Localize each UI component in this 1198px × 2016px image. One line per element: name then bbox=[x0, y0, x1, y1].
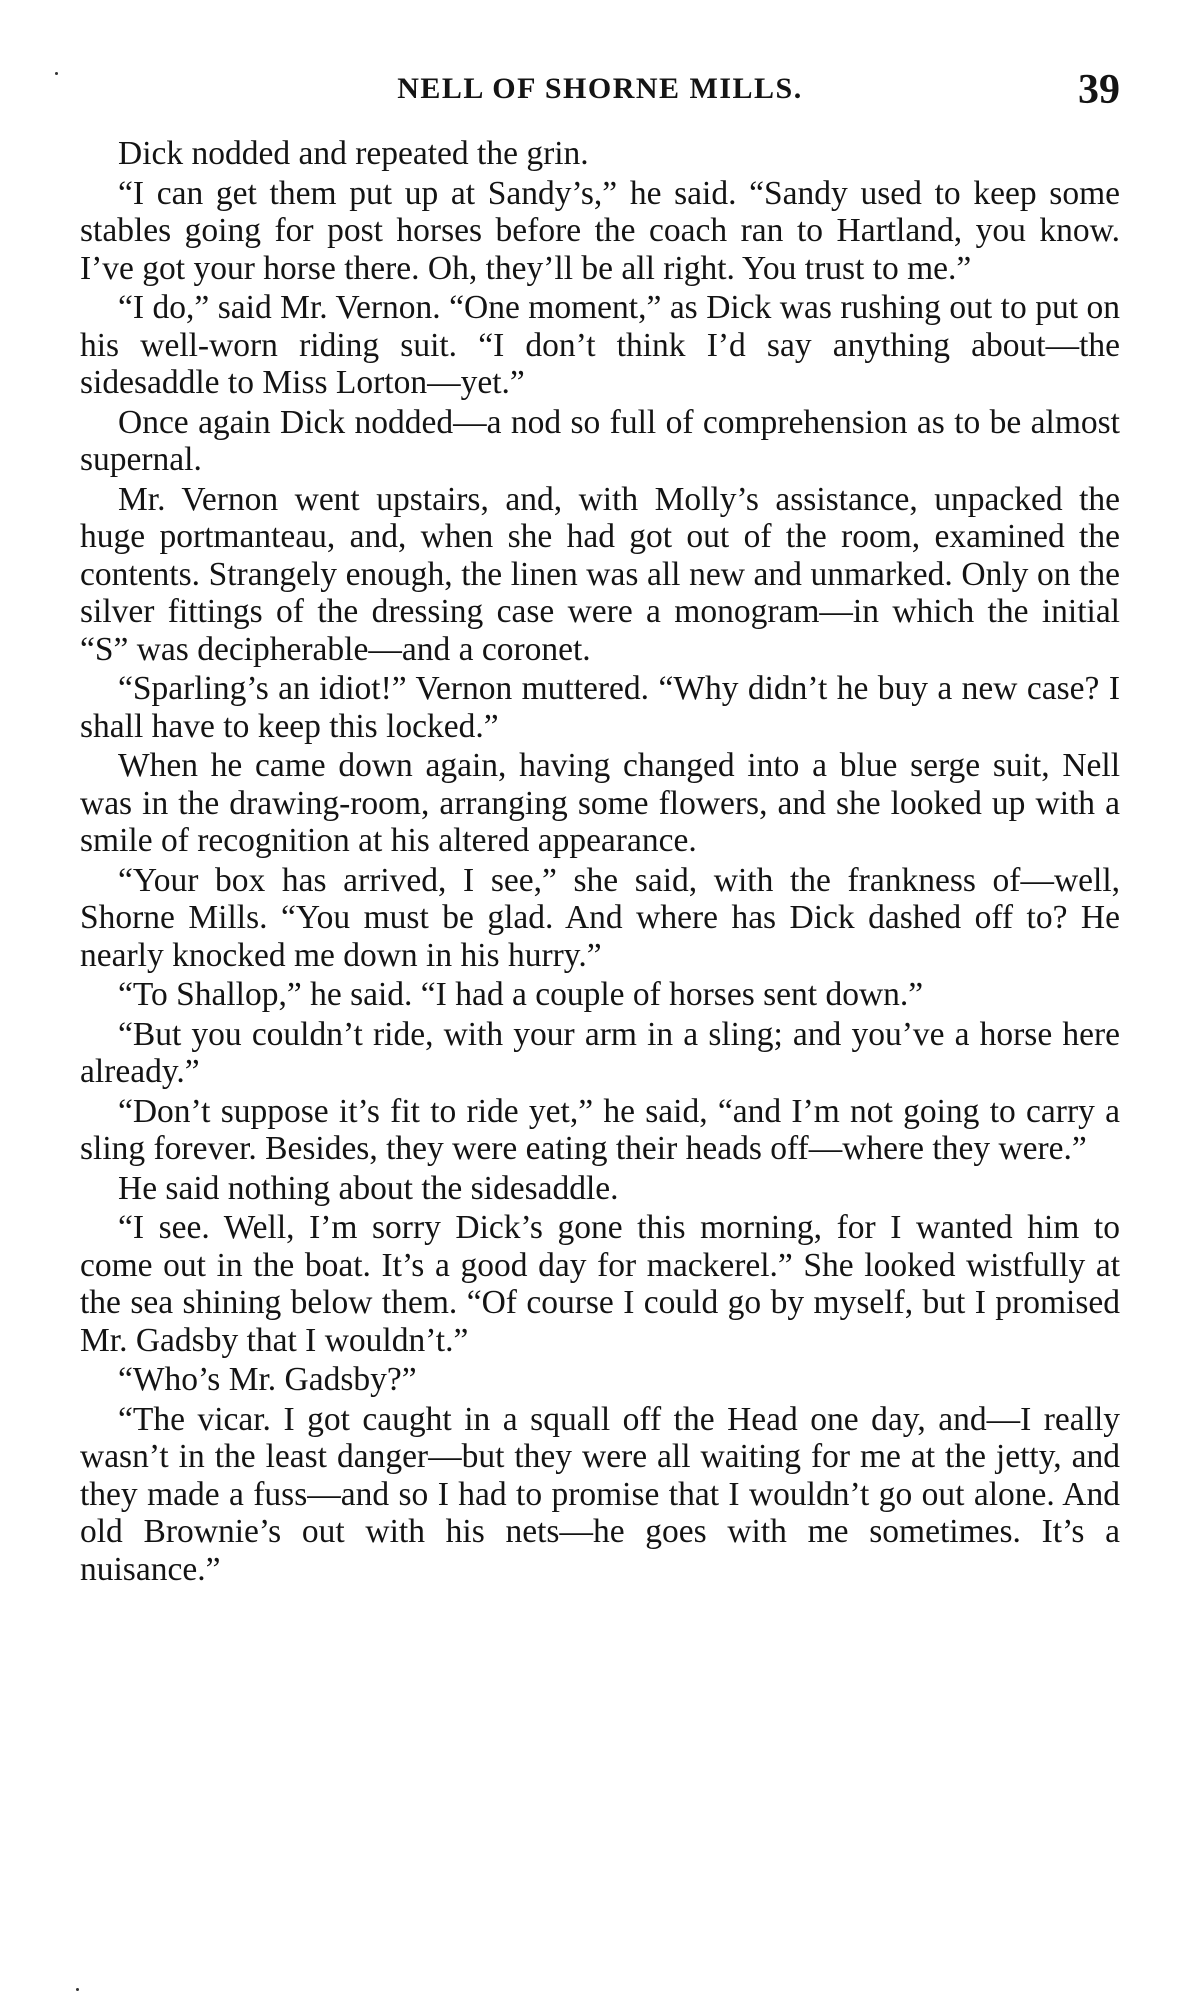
running-head bbox=[80, 67, 1120, 120]
paragraph: Mr. Vernon went upstairs, and, with Molly’s assistance, unpacked the huge portmanteau, and, when she had got out of the room, examined the contents. Strangely enough, the linen was all new and unmarked. Only on the silver fittings of the dressing case were a monogram—in which the initial “S” was decipherable—and a coronet. bbox=[80, 480, 1120, 668]
paragraph: “Sparling’s an idiot!” Vernon muttered. “Why didn’t he buy a new case? I shall have to keep this locked.” bbox=[80, 670, 1120, 745]
running-title: NELL OF SHORNE MILLS. bbox=[397, 72, 803, 105]
paragraph: “Your box has arrived, I see,” she said, with the frankness of—well, Shorne Mills. “You must be glad. And where has Dick dashed off to? He nearly knocked me down in his hurry.” bbox=[80, 861, 1120, 974]
paragraph: “But you couldn’t ride, with your arm in a sling; and you’ve a horse here already.” bbox=[80, 1015, 1120, 1090]
paragraph: Once again Dick nodded—a nod so full of comprehension as to be almost supernal. bbox=[80, 403, 1120, 478]
paragraph: “I can get them put up at Sandy’s,” he said. “Sandy used to keep some stables going for post horses before the coach ran to Hartland, you know. I’ve got your horse there. Oh, they’ll be all right. You trust to me.” bbox=[80, 174, 1120, 287]
paragraph: “The vicar. I got caught in a squall off the Head one day, and—I really wasn’t in the least danger—but they were all waiting for me at the jetty, and they made a fuss—and so I had to promise that I wouldn’t go out alone. And old Brownie’s out with his nets—he goes with me sometimes. It’s a nuisance.” bbox=[80, 1400, 1120, 1588]
scan-speck bbox=[76, 1988, 79, 1991]
body-text bbox=[80, 135, 1120, 1590]
paragraph: “I see. Well, I’m sorry Dick’s gone this morning, for I wanted him to come out in the boat. It’s a good day for mackerel.” She looked wistfully at the sea shining below them. “Of course I could go by myself, but I promised Mr. Gadsby that I wouldn’t.” bbox=[80, 1209, 1120, 1359]
paragraph: “To Shallop,” he said. “I had a couple of horses sent down.” bbox=[118, 976, 924, 1013]
paragraph: “I do,” said Mr. Vernon. “One moment,” as Dick was rushing out to put on his well-worn riding suit. “I don’t think I’d say anything about—the sidesaddle to Miss Lorton—yet.” bbox=[80, 289, 1120, 401]
paragraph: Dick nodded and repeated the grin. bbox=[118, 135, 589, 172]
paragraph: He said nothing about the sidesaddle. bbox=[118, 1169, 619, 1207]
paragraph: “Don’t suppose it’s fit to ride yet,” he said, “and I’m not going to carry a sling forever. Besides, they were eating their heads off—where they were.” bbox=[80, 1092, 1120, 1167]
paragraph: When he came down again, having changed into a blue serge suit, Nell was in the drawing-room, arranging some flowers, and she looked up with a smile of recognition at his altered appearance. bbox=[80, 747, 1120, 859]
paragraph: “Who’s Mr. Gadsby?” bbox=[118, 1361, 417, 1398]
scan-speck bbox=[55, 72, 58, 75]
page-number: 39 bbox=[1078, 67, 1120, 113]
